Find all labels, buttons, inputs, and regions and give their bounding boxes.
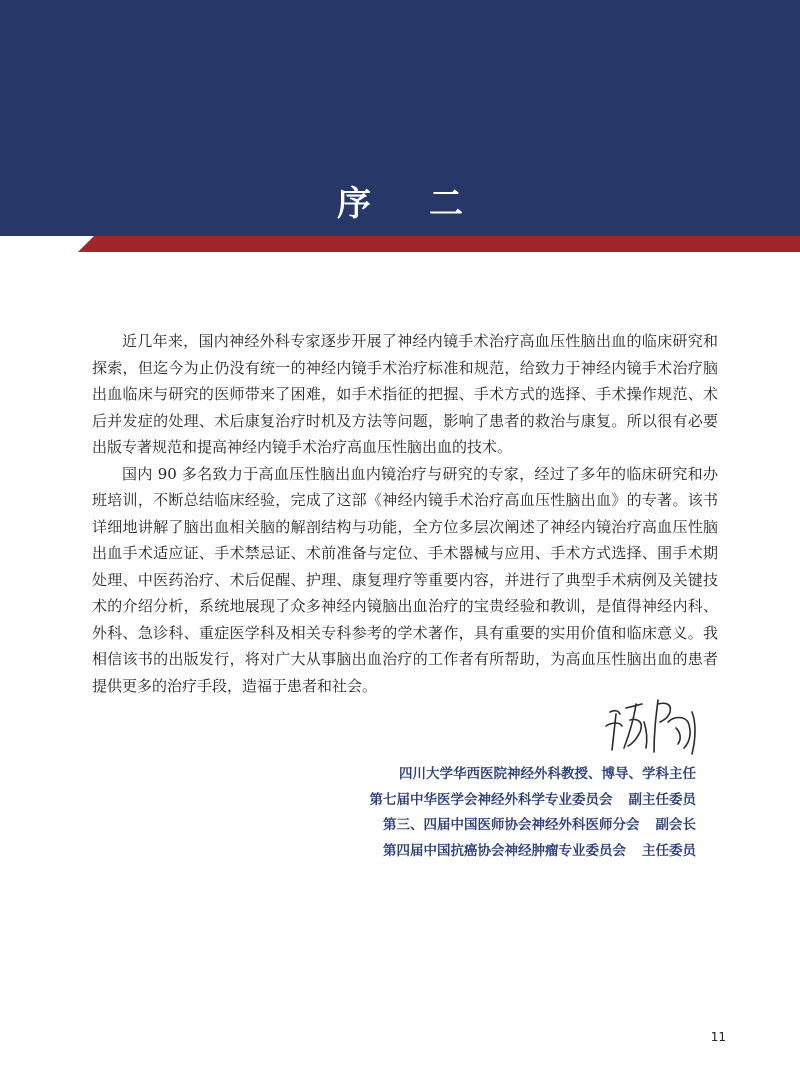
affiliation-role: 副会长	[655, 817, 696, 833]
affiliation-line-3	[370, 813, 697, 839]
header-red-stripe	[0, 236, 800, 252]
affiliation-org: 第四届中国抗癌协会神经肿瘤专业委员会	[383, 842, 626, 859]
affiliation-org: 第七届中华医学会神经外科学专业委员会	[369, 791, 613, 808]
author-affiliations	[370, 762, 697, 864]
affiliation-line-2	[370, 788, 697, 814]
affiliation-org: 第三、四届中国医师协会神经外科医师分会	[383, 817, 640, 833]
paragraph-1: 近几年来，国内神经外科专家逐步开展了神经内镜手术治疗高血压性脑出血的临床研究和探索，但迄今为止仍没有统一的神经内镜手术治疗标准和规范，给致力于神经内镜手术治疗脑出血临床与研究的医师带来了困难，如手术指征的把握、手术方式的选择、手术操作规范、术后并发症的处理、术后康复治疗时机及方法等问题，影响了患者的救治与康复。所以很有必要出版专著规范和提高神经内镜手术治疗高血压性脑出血的技术。	[92, 332, 718, 456]
preface-body	[92, 328, 718, 699]
title-char-1: 序	[337, 184, 371, 224]
affiliation-role: 副主任委员	[628, 791, 696, 808]
page-number: 11	[710, 1030, 726, 1044]
page-title	[0, 176, 800, 225]
handwritten-signature	[596, 692, 706, 762]
affiliation-line-1	[370, 762, 697, 788]
affiliation-org: 四川大学华西医院神经外科教授、博导、学科主任	[399, 766, 696, 782]
paragraph-2: 国内 90 多名致力于高血压性脑出血内镜治疗与研究的专家，经过了多年的临床研究和办班培训，不断总结临床经验，完成了这部《神经内镜手术治疗高血压性脑出血》的专著。该书详细地讲解了脑出血相关脑的解剖结构与功能，全方位多层次阐述了神经内镜治疗高血压性脑出血手术适应证、手术禁忌证、术前准备与定位、手术器械与应用、手术方式选择、围手术期处理、中医药治疗、术后促醒、护理、康复理疗等重要内容，并进行了典型手术病例及关键技术的介绍分析，系统地展现了众多神经内镜脑出血治疗的宝贵经验和教训，是值得神经内科、外科、急诊科、重症医学科及相关专科参考的学术著作，具有重要的实用价值和临床意义。我相信该书的出版发行，将对广大从事脑出血治疗的工作者有所帮助，为高血压性脑出血的患者提供更多的治疗手段，造福于患者和社会。	[92, 464, 718, 695]
title-char-2: 二	[429, 184, 463, 224]
affiliation-line-4	[370, 839, 697, 865]
affiliation-role: 主任委员	[642, 842, 696, 859]
